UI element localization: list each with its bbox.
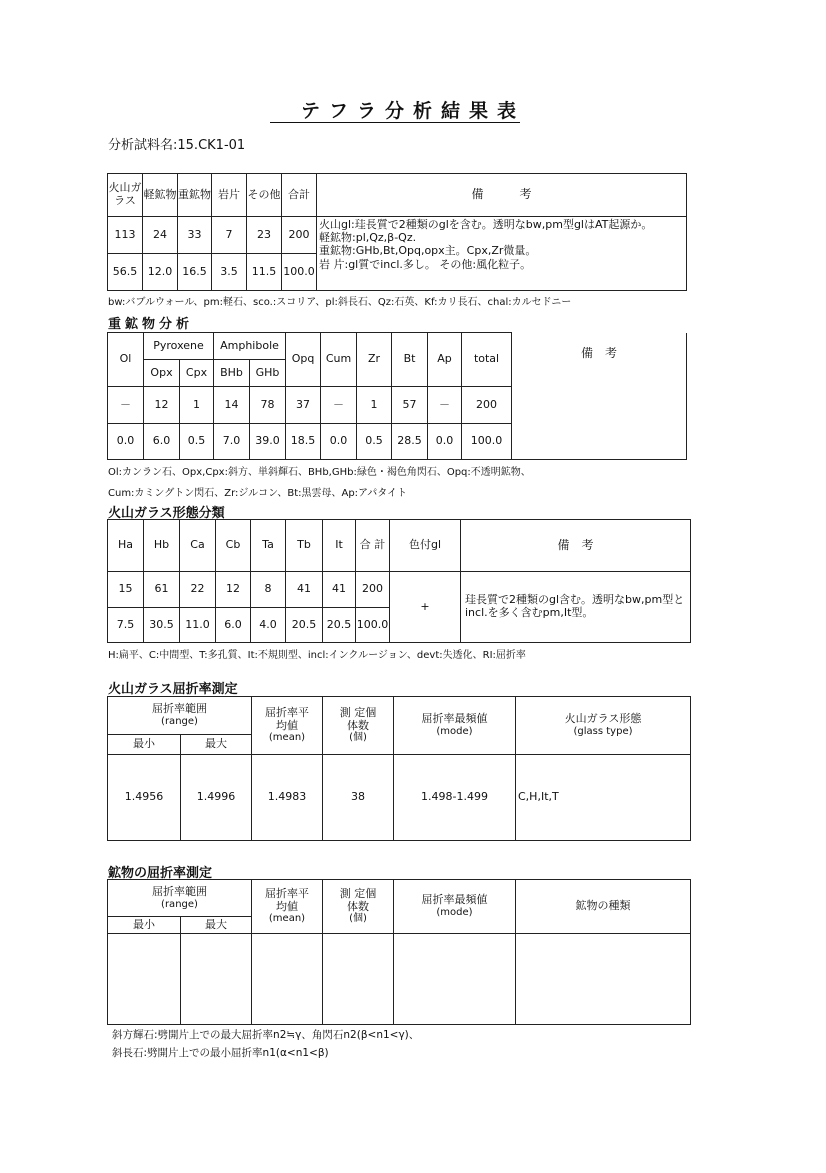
header-light-minerals: 軽鉱物	[143, 174, 178, 217]
percent-cell: 100.0	[356, 608, 390, 643]
glass-legend: H:扁平、C:中間型、T:多孔質、It:不規則型、incl:インクルージョン、devt:失透化、RI:屈折率	[108, 650, 526, 661]
count-label-en: (個)	[349, 913, 367, 925]
heavy-section-title: 重鉱物分析	[108, 317, 194, 332]
sample-label: 分析試料名:	[108, 138, 178, 153]
count-cell: －	[108, 387, 144, 424]
header-opx: Opx	[144, 360, 180, 387]
mean-label-en: (mean)	[268, 913, 306, 925]
count-cell: 1	[357, 387, 392, 424]
header-remarks: 備 考	[317, 174, 687, 217]
header-cb: Cb	[216, 520, 251, 572]
percent-cell: 12.0	[143, 254, 178, 291]
percent-cell: 20.5	[286, 608, 323, 643]
colored-glass-value: +	[390, 572, 461, 643]
percent-cell: 0.0	[321, 424, 357, 460]
composition-table	[107, 173, 687, 291]
remark-line: 軽鉱物:pl,Qz,β-Qz.	[319, 231, 417, 245]
count-cell: 15	[108, 572, 144, 608]
glass-type-label: 火山ガラス形態	[564, 712, 642, 726]
mineral-ri-table	[107, 879, 691, 1025]
percent-cell: 11.5	[247, 254, 282, 291]
glass-ri-section-title: 火山ガラス屈折率測定	[108, 682, 238, 697]
heavy-mineral-table	[107, 332, 687, 460]
count-cell: 7	[212, 217, 247, 254]
count-label: 測 定個体数	[339, 706, 377, 732]
percent-cell: 0.5	[180, 424, 214, 460]
range-label: 屈折率範囲	[152, 884, 207, 898]
percent-cell: 6.0	[144, 424, 180, 460]
header-ghb: GHb	[250, 360, 286, 387]
mean-label: 屈折率平均値	[265, 887, 309, 913]
mode-value: 1.498-1.499	[394, 755, 516, 841]
header-amphibole: Amphibole	[214, 333, 286, 360]
count-cell: 200	[462, 387, 512, 424]
count-cell: 12	[144, 387, 180, 424]
mineral-ri-section-title: 鉱物の屈折率測定	[108, 866, 213, 881]
mean-label-en: (mean)	[268, 732, 306, 744]
glass-remarks: 珪長質で2種類のgl含む。透明なbw,pm型とincl.を多く含むpm,It型。	[461, 572, 691, 643]
count-cell: 1	[180, 387, 214, 424]
mode-label: 屈折率最頻値	[421, 712, 488, 726]
sample-value: 15.CK1-01	[177, 138, 246, 153]
percent-cell: 0.5	[357, 424, 392, 460]
count-cell: －	[428, 387, 462, 424]
count-cell: 61	[144, 572, 180, 608]
mode-label-en: (mode)	[436, 726, 473, 738]
empty-cell	[394, 934, 516, 1025]
count-cell: 113	[108, 217, 143, 254]
percent-cell: 30.5	[144, 608, 180, 643]
percent-cell: 7.0	[214, 424, 250, 460]
header-min: 最小	[108, 917, 181, 934]
header-ap: Ap	[428, 333, 462, 387]
header-colored-glass: 色付gl	[390, 520, 461, 572]
header-min: 最小	[108, 735, 181, 755]
percent-cell: 4.0	[251, 608, 286, 643]
count-cell: －	[321, 387, 357, 424]
header-remarks: 備 考	[581, 345, 618, 360]
header-mode	[394, 697, 516, 755]
count-label-en: (個)	[349, 732, 367, 744]
header-bt: Bt	[392, 333, 428, 387]
header-range	[108, 880, 252, 917]
count-cell: 24	[143, 217, 178, 254]
empty-cell	[252, 934, 323, 1025]
count-cell: 200	[282, 217, 317, 254]
remark-line: 火山gl:珪長質で2種類のglを含む。透明なbw,pm型glはAT起源か。	[319, 218, 653, 231]
count-cell: 12	[216, 572, 251, 608]
header-range	[108, 697, 252, 735]
max-value: 1.4996	[181, 755, 252, 841]
header-tb: Tb	[286, 520, 323, 572]
composition-remarks	[317, 217, 687, 291]
header-mean	[252, 697, 323, 755]
count-cell: 78	[250, 387, 286, 424]
count-cell: 57	[392, 387, 428, 424]
percent-cell: 28.5	[392, 424, 428, 460]
mineral-footnote-2: 斜長石:劈開片上での最小屈折率n1(α<n1<β)	[112, 1047, 329, 1059]
header-max: 最大	[181, 917, 252, 934]
header-heavy-minerals: 重鉱物	[178, 174, 212, 217]
percent-cell: 18.5	[286, 424, 321, 460]
heavy-legend-line-2: Cum:カミングトン閃石、Zr:ジルコン、Bt:黒雲母、Ap:アパタイト	[108, 488, 408, 499]
header-ta: Ta	[251, 520, 286, 572]
count-cell: 22	[180, 572, 216, 608]
heavy-remarks	[512, 333, 687, 460]
percent-cell: 16.5	[178, 254, 212, 291]
header-count	[323, 880, 394, 934]
count-label: 測 定個体数	[339, 887, 377, 913]
count-cell: 37	[286, 387, 321, 424]
header-pyroxene: Pyroxene	[144, 333, 214, 360]
header-rock-fragments: 岩片	[212, 174, 247, 217]
mineral-footnote-1: 斜方輝石:劈開片上での最大屈折率n2≒γ、角閃石n2(β<n1<γ)、	[112, 1029, 420, 1041]
empty-cell	[323, 934, 394, 1025]
count-value: 38	[323, 755, 394, 841]
header-mode	[394, 880, 516, 934]
count-cell: 41	[323, 572, 356, 608]
count-cell: 33	[178, 217, 212, 254]
empty-cell	[516, 934, 691, 1025]
header-ca: Ca	[180, 520, 216, 572]
min-value: 1.4956	[108, 755, 181, 841]
count-cell: 8	[251, 572, 286, 608]
header-count	[323, 697, 394, 755]
page-title: テフラ分析結果表	[300, 100, 525, 122]
mean-label: 屈折率平均値	[265, 706, 309, 732]
glass-section-title: 火山ガラス形態分類	[108, 506, 225, 521]
header-ha: Ha	[108, 520, 144, 572]
header-total: 合 計	[356, 520, 390, 572]
header-hb: Hb	[144, 520, 180, 572]
header-remarks: 備 考	[461, 520, 691, 572]
header-total: 合計	[282, 174, 317, 217]
glass-type-label-en: (glass type)	[573, 726, 633, 738]
empty-cell	[181, 934, 252, 1025]
percent-cell: 0.0	[108, 424, 144, 460]
sample-name	[108, 134, 245, 153]
count-cell: 200	[356, 572, 390, 608]
percent-cell: 56.5	[108, 254, 143, 291]
header-cpx: Cpx	[180, 360, 214, 387]
composition-legend: bw:バブルウォール、pm:軽石、sco.:スコリア、pl:斜長石、Qz:石英、Kf:カリ長石、chal:カルセドニー	[108, 297, 572, 308]
header-bhb: BHb	[214, 360, 250, 387]
percent-cell: 0.0	[428, 424, 462, 460]
percent-cell: 20.5	[323, 608, 356, 643]
header-total: total	[462, 333, 512, 387]
header-mineral-kind: 鉱物の種類	[516, 880, 691, 934]
percent-cell: 100.0	[462, 424, 512, 460]
header-other: その他	[247, 174, 282, 217]
remark-line: 岩 片:gl質でincl.多し。 その他:風化粒子。	[319, 257, 532, 271]
header-volcanic-glass: 火山ガラス	[108, 174, 143, 217]
header-cum: Cum	[321, 333, 357, 387]
empty-cell	[108, 934, 181, 1025]
header-it: It	[323, 520, 356, 572]
title-underline	[270, 122, 520, 123]
header-zr: Zr	[357, 333, 392, 387]
remark-line: 重鉱物:GHb,Bt,Opq,opx主。Cpx,Zr微量。	[319, 244, 537, 258]
range-label: 屈折率範囲	[152, 702, 207, 716]
range-label-en: (range)	[161, 716, 198, 728]
glass-ri-table	[107, 696, 691, 841]
range-label-en: (range)	[161, 898, 198, 910]
count-cell: 14	[214, 387, 250, 424]
mean-value: 1.4983	[252, 755, 323, 841]
heavy-legend-line-1: Ol:カンラン石、Opx,Cpx:斜方、単斜輝石、BHb,GHb:緑色・褐色角閃石、Opq:不透明鉱物、	[108, 467, 531, 478]
header-mean	[252, 880, 323, 934]
percent-cell: 6.0	[216, 608, 251, 643]
percent-cell: 3.5	[212, 254, 247, 291]
header-opq: Opq	[286, 333, 321, 387]
percent-cell: 100.0	[282, 254, 317, 291]
percent-cell: 7.5	[108, 608, 144, 643]
glass-morphology-table	[107, 519, 691, 643]
glass-type-value: C,H,It,T	[516, 755, 691, 841]
header-glass-type	[516, 697, 691, 755]
count-cell: 41	[286, 572, 323, 608]
percent-cell: 11.0	[180, 608, 216, 643]
header-max: 最大	[181, 735, 252, 755]
mode-label: 屈折率最頻値	[421, 893, 488, 907]
count-cell: 23	[247, 217, 282, 254]
mode-label-en: (mode)	[436, 907, 473, 919]
percent-cell: 39.0	[250, 424, 286, 460]
header-ol: Ol	[108, 333, 144, 387]
